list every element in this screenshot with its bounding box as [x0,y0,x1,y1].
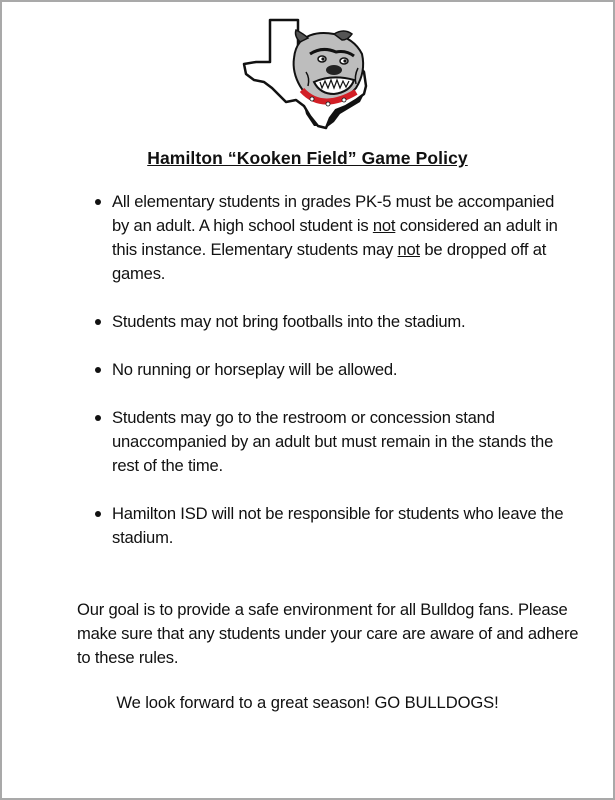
rule-emphasis-not: not [397,240,420,259]
policy-rules-list [95,190,565,574]
rule-text: Students may go to the restroom or concession stand unaccompanied by an adult but must remain in the stands the rest of the time. [112,408,554,475]
rule-text: No running or horseplay will be allowed. [112,360,398,379]
goal-paragraph: Our goal is to provide a safe environment for all Bulldog fans. Please make sure that any students under your care are aware of and adhere to these rules. [77,600,579,667]
closing-line: We look forward to a great season! GO BULLDOGS! [116,693,499,712]
bulldog-head [294,30,364,106]
page-title: Hamilton “Kooken Field” Game Policy [147,148,468,168]
rule-item [95,190,565,286]
rule-text: Hamilton ISD will not be responsible for students who leave the stadium. [112,504,564,547]
rule-item [95,358,565,382]
bullet-icon [95,415,101,421]
bulldog-texas-logo-icon [240,16,378,130]
bullet-icon [95,367,101,373]
rule-item [95,502,565,550]
bullet-icon [95,199,101,205]
rule-text-part: considered an adult in this instance. Elementary students may [112,216,558,259]
rule-text-part: All elementary students in grades PK-5 must be accompanied by an adult. A high school student is [112,192,555,235]
rule-item [95,310,565,334]
rule-text-part: be dropped off at games. [112,240,547,283]
rule-emphasis-not: not [372,216,396,235]
bullet-icon [95,511,101,517]
bullet-icon [95,319,101,325]
rule-text: Students may not bring footballs into the stadium. [112,312,466,331]
rule-item [95,406,565,478]
